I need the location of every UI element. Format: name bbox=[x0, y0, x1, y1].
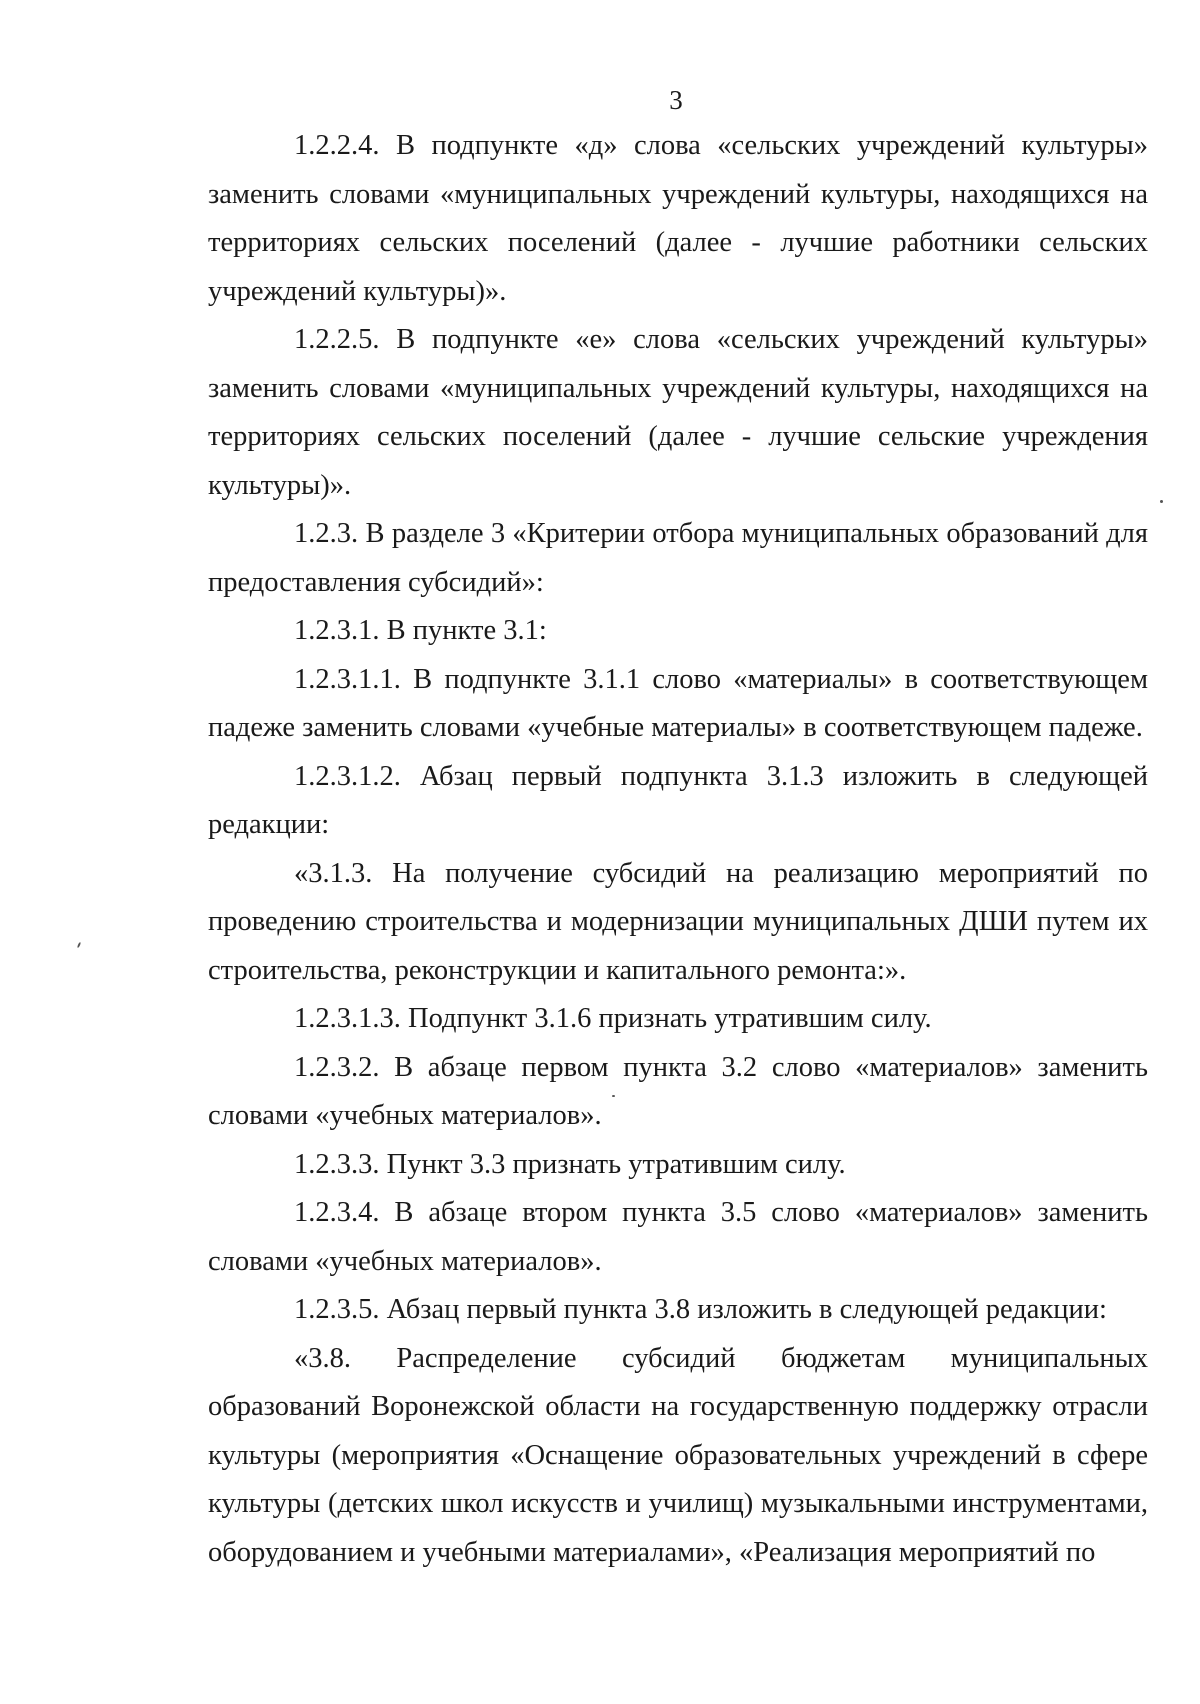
paragraph-1-2-3-4: 1.2.3.4. В абзаце втором пункта 3.5 слово «материалов» заменить словами «учебных материалов». bbox=[208, 1197, 1148, 1277]
paragraph-1-2-3-1-2: 1.2.3.1.2. Абзац первый подпункта 3.1.3 изложить в следующей редакции: bbox=[208, 760, 1148, 840]
paragraph-1-2-3-1: 1.2.3.1. В пункте 3.1: bbox=[294, 615, 547, 646]
scan-speck bbox=[1160, 500, 1163, 503]
paragraph-1-2-2-5: 1.2.2.5. В подпункте «е» слова «сельских учреждений культуры» заменить словами «муниципальных учреждений культуры, находящихся на территориях сельских поселений (далее - лучшие сельские учреждения культуры)». bbox=[208, 324, 1148, 501]
paragraph-1-2-3-3: 1.2.3.3. Пункт 3.3 признать утратившим силу. bbox=[294, 1148, 846, 1180]
paragraph-1-2-3-2: 1.2.3.2. В абзаце первом пункта 3.2 слово «материалов» заменить словами «учебных материалов». bbox=[208, 1051, 1148, 1131]
paragraph-1-2-3: 1.2.3. В разделе 3 «Критерии отбора муниципальных образований для предоставления субсидий»: bbox=[208, 518, 1148, 598]
paragraph-1-2-3-1-1: 1.2.3.1.1. В подпункте 3.1.1 слово «материалы» в соответствующем падеже заменить словами «учебные материалы» в соответствующем падеже. bbox=[208, 663, 1148, 743]
scan-speck bbox=[612, 1095, 615, 1097]
quote-3-1-3: «3.1.3. На получение субсидий на реализацию мероприятий по проведению строительства и модернизации муниципальных ДШИ путем их строительства, реконструкции и капитального ремонта:». bbox=[208, 857, 1148, 986]
quote-3-8: «3.8. Распределение субсидий бюджетам муниципальных образований Воронежской области на государственную поддержку отрасли культуры (мероприятия «Оснащение образовательных учреждений в сфере культуры (детских школ искусств и училищ) музыкальными инструментами, оборудованием и учебными материалами», «Реализация мероприятий по bbox=[208, 1342, 1148, 1568]
scan-speck bbox=[77, 942, 81, 948]
paragraph-1-2-3-1-3: 1.2.3.1.3. Подпункт 3.1.6 признать утратившим силу. bbox=[294, 1003, 932, 1034]
paragraph-1-2-2-4: 1.2.2.4. В подпункте «д» слова «сельских учреждений культуры» заменить словами «муниципальных учреждений культуры, находящихся на территориях сельских поселений (далее - лучшие работники сельских учреждений культуры)». bbox=[208, 130, 1148, 307]
paragraph-1-2-3-5: 1.2.3.5. Абзац первый пункта 3.8 изложить в следующей редакции: bbox=[294, 1294, 1107, 1325]
page-number: 3 bbox=[669, 85, 683, 115]
document-body bbox=[208, 122, 1148, 1577]
